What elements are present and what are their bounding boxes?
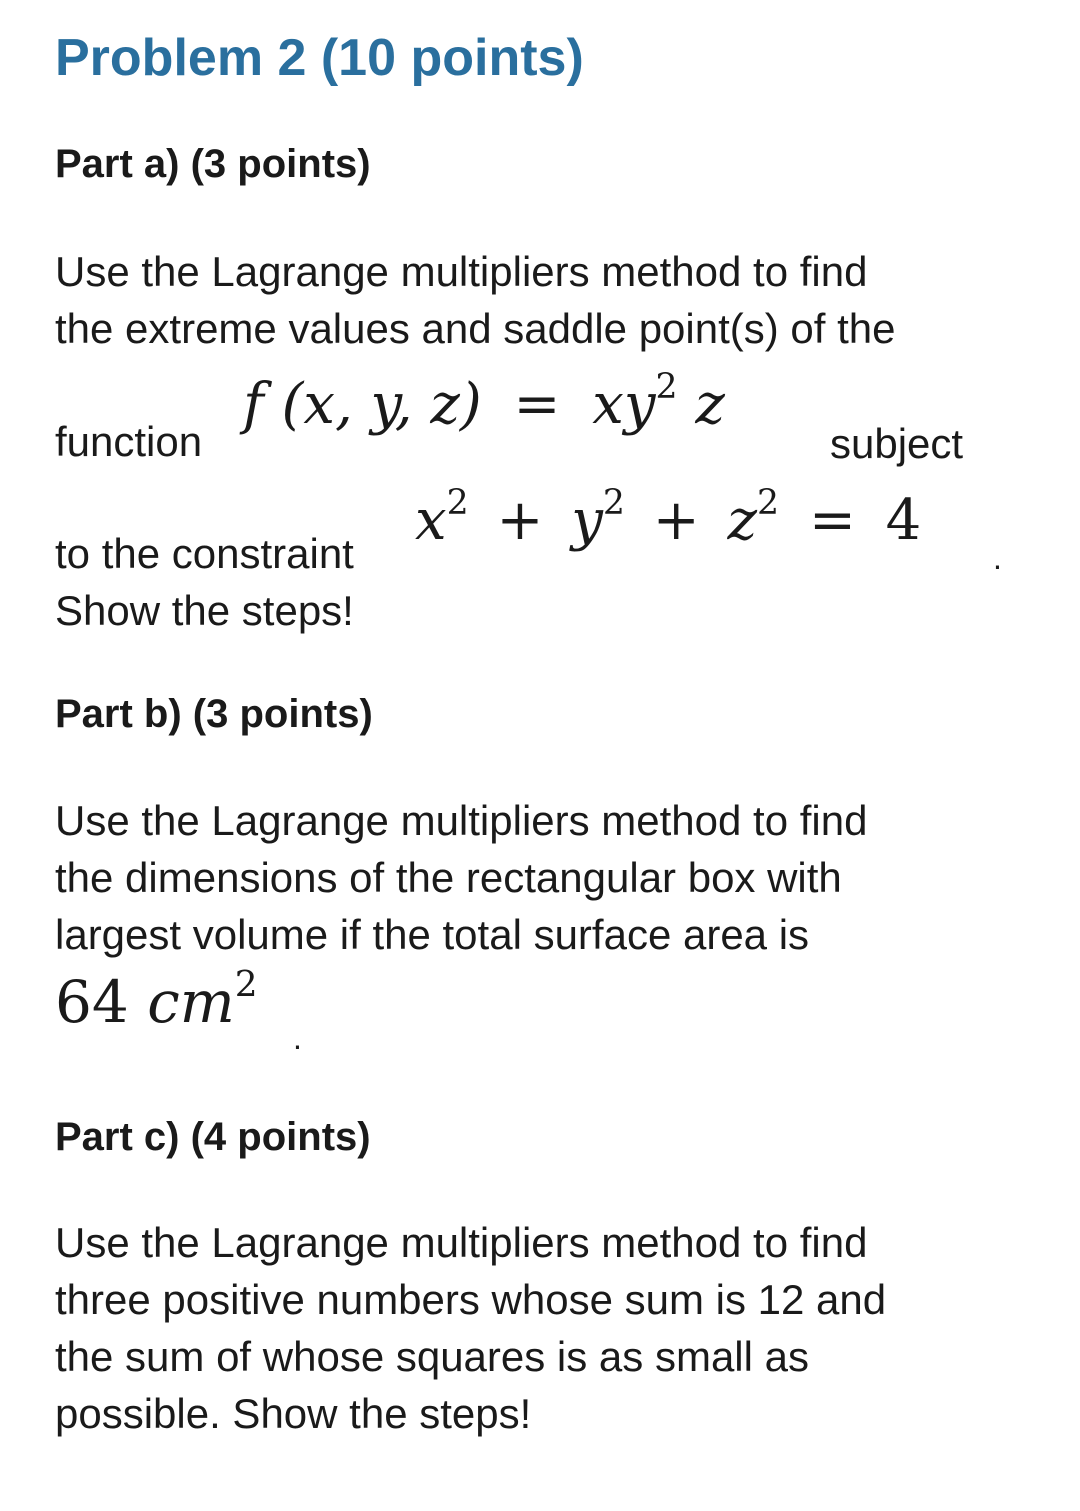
part-a-constraint-label: to the constraint [55,530,354,577]
part-b-text-line-1: Use the Lagrange multipliers method to find [55,797,868,844]
constraint-x: x [415,488,447,553]
part-c-text-line-4: possible. Show the steps! [55,1390,532,1437]
constraint-y-exponent: 2 [602,483,625,524]
constraint-period: . [993,540,1002,576]
surface-area-unit: cm [147,968,235,1036]
problem-title: Problem 2 (10 points) [55,29,584,87]
part-a-show-steps: Show the steps! [55,587,354,634]
part-a-function-label: function [55,418,203,465]
constraint-plus-2: + [652,488,700,553]
part-c-text-line-3: the sum of whose squares is as small as [55,1333,809,1380]
function-formula-lhs: f (x, y, z) [243,372,482,437]
surface-area-value: 64 [55,968,129,1036]
part-a-text-line-1: Use the Lagrange multipliers method to find [55,248,868,295]
constraint-x-exponent: 2 [446,483,469,524]
surface-area-formula [55,964,258,1036]
part-a-subject-label: subject [830,420,964,467]
part-a-text-line-2: the extreme values and saddle point(s) of the [55,305,896,352]
part-c-heading: Part c) (4 points) [55,1115,371,1159]
constraint-z-exponent: 2 [757,483,780,524]
function-formula-equals: = [513,372,561,437]
function-formula-rhs: xy [592,372,656,437]
constraint-rhs: 4 [885,488,922,553]
constraint-equals: = [808,488,856,553]
constraint-y: y [571,488,603,553]
constraint-formula [415,483,922,553]
part-b-heading: Part b) (3 points) [55,692,373,736]
part-b-text-line-3: largest volume if the total surface area is [55,911,810,958]
part-a-heading: Part a) (3 points) [55,142,371,186]
part-c-text-line-2: three positive numbers whose sum is 12 and [55,1276,887,1323]
constraint-plus-1: + [496,488,544,553]
function-formula [243,367,725,437]
part-c-text-line-1: Use the Lagrange multipliers method to find [55,1219,868,1266]
function-formula-exponent: 2 [655,367,678,408]
surface-area-exponent: 2 [234,964,258,1006]
constraint-z: z [727,488,758,553]
surface-area-period: . [293,1020,302,1056]
function-formula-tail: z [695,372,725,437]
part-b-text-line-2: the dimensions of the rectangular box with [55,854,842,901]
